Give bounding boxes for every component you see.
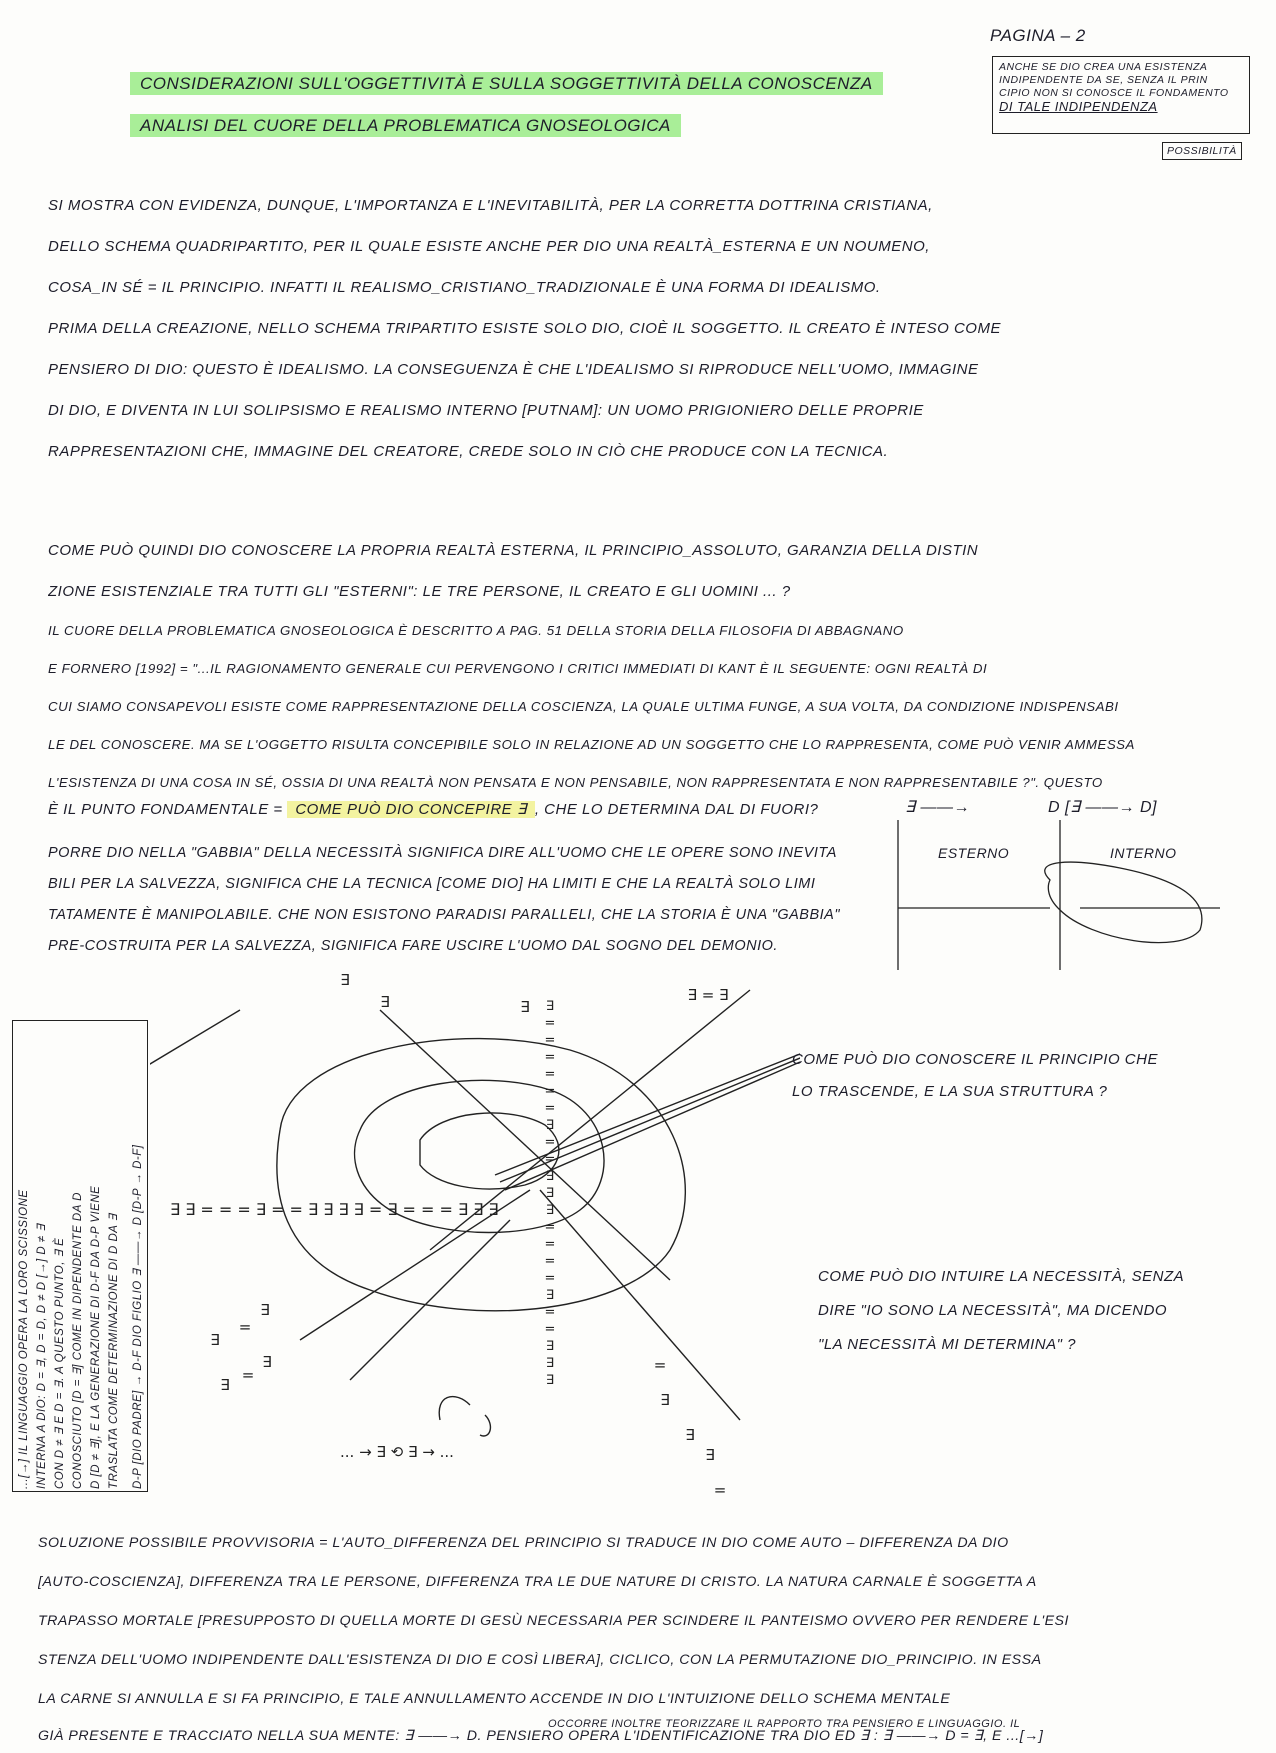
text-line: TATAMENTE È MANIPOLABILE. CHE NON ESISTONO PARADISI PARALLELI, CHE LA STORIA È UNA "GABBIA": [48, 907, 840, 923]
chain-glyph: =: [544, 1067, 556, 1082]
label-internal: INTERNO: [1110, 845, 1177, 861]
text-line: STENZA DELL'UOMO INDIPENDENTE DALL'ESISTENZA DI DIO E COSÌ LIBERA], CICLICO, CON LA PERMUTAZIONE DIO_PRINCIPIO. IN ESSA: [38, 1652, 1042, 1668]
side-note-line: CONOSCIUTO [D = ∃] COME IN DIPENDENTE DA D: [72, 1192, 84, 1489]
bottom-note: OCCORRE INOLTRE TEORIZZARE IL RAPPORTO TRA PENSIERO E LINGUAGGIO. IL: [548, 1718, 1021, 1730]
chain-glyph: =: [544, 1322, 556, 1337]
svg-text:=: =: [713, 1481, 727, 1499]
page-label: PAGINA – 2: [990, 26, 1086, 45]
side-note-line: TRASLATA COME DETERMINAZIONE DI D DA ∃: [108, 1213, 120, 1489]
text-line: PENSIERO DI DIO: QUESTO È IDEALISMO. LA CONSEGUENZA È CHE L'IDEALISMO SI RIPRODUCE NELL'UOMO, IMMAGINE: [48, 361, 979, 378]
chain-glyph: ∃: [545, 1203, 555, 1218]
chain-glyph: =: [544, 1084, 556, 1099]
paragraph-3: [48, 612, 1223, 802]
text-line: SI MOSTRA CON EVIDENZA, DUNQUE, L'IMPORTANZA E L'INEVITABILITÀ, PER LA CORRETTA DOTTRINA CRISTIANA,: [48, 197, 933, 214]
header-note-box: [992, 56, 1250, 134]
svg-text:∃ = ∃: ∃ = ∃: [687, 986, 729, 1004]
chain-glyph: =: [544, 1016, 556, 1031]
svg-text:=: =: [653, 1356, 667, 1374]
text-line: DI DIO, E DIVENTA IN LUI SOLIPSISMO E REALISMO INTERNO [PUTNAM]: UN UOMO PRIGIONIERO DELLE PROPRIE: [48, 402, 924, 419]
loop-label: ... → ∃ ⟲ ∃ → ...: [340, 1443, 454, 1461]
chain-glyph: =: [544, 1135, 556, 1150]
svg-text:=: =: [238, 1318, 252, 1336]
question-line: "LA NECESSITÀ MI DETERMINA" ?: [818, 1336, 1076, 1353]
svg-text:∃: ∃: [660, 1391, 670, 1409]
text-line: E FORNERO [1992] = "...IL RAGIONAMENTO GENERALE CUI PERVENGONO I CRITICI IMMEDIATI DI KANT È IL SEGUENTE: OGNI REALTÀ DI: [48, 661, 988, 676]
question-line: COME PUÒ DIO INTUIRE LA NECESSITÀ, SENZA: [818, 1268, 1185, 1285]
chain-glyph: =: [544, 1152, 556, 1167]
key-question-highlight: COME PUÒ DIO CONCEPIRE ∃: [287, 801, 535, 818]
text-line: LA CARNE SI ANNULLA E SI FA PRINCIPIO, E TALE ANNULLAMENTO ACCENDE IN DIO L'INTUIZIONE DELLO SCHEMA MENTALE: [38, 1691, 951, 1707]
possibility-tag: POSSIBILITÀ: [1162, 142, 1242, 160]
title-line-2: ANALISI DEL CUORE DELLA PROBLEMATICA GNOSEOLOGICA: [130, 116, 681, 136]
paragraph-1: [48, 185, 1223, 472]
text-line: TRAPASSO MORTALE [PRESUPPOSTO DI QUELLA MORTE DI GESÙ NECESSARIA PER SCINDERE IL PANTEISMO OVVERO PER RENDERE L'ESI: [38, 1613, 1069, 1629]
header-note-line: CIPIO NON SI CONOSCE IL FONDAMENTO: [999, 87, 1229, 99]
horizontal-chain: ∃ ∃ = = = ∃ = = ∃ ∃ ∃ ∃ = ∃ = = = ∃ ∃ ∃: [170, 1200, 499, 1219]
chain-glyph: ∃: [545, 1288, 555, 1303]
text-line: RAPPRESENTAZIONI CHE, IMMAGINE DEL CREATORE, CREDE SOLO IN CIÒ CHE PRODUCE CON LA TECNICA.: [48, 443, 889, 460]
key-question-line: È IL PUNTO FONDAMENTALE = COME PUÒ DIO CONCEPIRE ∃ , CHE LO DETERMINA DAL DI FUORI?: [48, 801, 819, 818]
question-line: DIRE "IO SONO LA NECESSITÀ", MA DICENDO: [818, 1302, 1168, 1319]
formula-right: D [∃ ——→ D]: [1048, 799, 1157, 816]
question-line: COME PUÒ DIO CONOSCERE IL PRINCIPIO CHE: [792, 1051, 1158, 1068]
chain-glyph: ∃: [545, 1186, 555, 1201]
svg-text:∃: ∃: [685, 1426, 695, 1444]
text-line: IL CUORE DELLA PROBLEMATICA GNOSEOLOGICA È DESCRITTO A PAG. 51 DELLA STORIA DELLA FILOSOFIA DI ABBAGNANO: [48, 623, 904, 638]
text-line: SOLUZIONE POSSIBILE PROVVISORIA = L'AUTO_DIFFERENZA DEL PRINCIPIO SI TRADUCE IN DIO COME AUTO – DIFFERENZA DA DIO: [38, 1535, 1009, 1551]
svg-text:∃: ∃: [262, 1353, 272, 1371]
header-note-line: DI TALE INDIPENDENZA: [999, 99, 1158, 114]
svg-text:∃: ∃: [340, 971, 350, 989]
question-necessity: [818, 1260, 1238, 1362]
text-line: LE DEL CONOSCERE. MA SE L'OGGETTO RISULTA CONCEPIBILE SOLO IN RELAZIONE AD UN SOGGETTO CHE LO RAPPRESENTA, COME PUÒ VENIR AMMESSA: [48, 737, 1135, 752]
final-line: GIÀ PRESENTE E TRACCIATO NELLA SUA MENTE: ∃ ——→ D. PENSIERO OPERA L'IDENTIFICAZIONE TRA DIO ED ∃ : ∃ ——→ D = ∃, E ...[→]: [38, 1728, 1044, 1744]
chain-glyph: =: [544, 1271, 556, 1286]
title-line-1: CONSIDERAZIONI SULL'OGGETTIVITÀ E SULLA SOGGETTIVITÀ DELLA CONOSCENZA: [130, 74, 883, 94]
paragraph-4: [48, 838, 886, 962]
text-line: CUI SIAMO CONSAPEVOLI ESISTE COME RAPPRESENTAZIONE DELLA COSCIENZA, LA QUALE ULTIMA FUNGE, A SUA VOLTA, DA CONDIZIONE INDISPENSABI: [48, 699, 1119, 714]
side-note-formula: D-P [DIO PADRE] → D-F DIO FIGLIO ∃ ——→ D [D-P → D-F]: [132, 1144, 144, 1489]
svg-text:∃: ∃: [260, 1301, 270, 1319]
svg-text:=: =: [241, 1366, 255, 1384]
text-line: PRIMA DELLA CREAZIONE, NELLO SCHEMA TRIPARTITO ESISTE SOLO DIO, CIOÈ IL SOGGETTO. IL CREATO È INTESO COME: [48, 320, 1001, 337]
chain-glyph: =: [544, 1237, 556, 1252]
chain-glyph: ∃: [545, 1169, 555, 1184]
chain-glyph: =: [544, 1050, 556, 1065]
text-line: PORRE DIO NELLA "GABBIA" DELLA NECESSITÀ SIGNIFICA DIRE ALL'UOMO CHE LE OPERE SONO INEVITA: [48, 845, 837, 861]
chain-glyph: ∃: [545, 1339, 555, 1354]
text-line: [AUTO-COSCIENZA], DIFFERENZA TRA LE PERSONE, DIFFERENZA TRA LE DUE NATURE DI CRISTO. LA NATURA CARNALE È SOGGETTA A: [38, 1574, 1037, 1590]
side-note-line: INTERNA A DIO: D = ∃, D = D, D ≠ D [→] D ≠ ∃: [36, 1223, 48, 1489]
chain-glyph: =: [544, 1101, 556, 1116]
text-line: BILI PER LA SALVEZZA, SIGNIFICA CHE LA TECNICA [COME DIO] HA LIMITI E CHE LA REALTÀ SOLO LIMI: [48, 876, 816, 892]
chain-glyph: =: [544, 1220, 556, 1235]
chain-glyph: ∃: [545, 1373, 555, 1388]
svg-text:∃: ∃: [210, 1331, 220, 1349]
header-note-line: ANCHE SE DIO CREA UNA ESISTENZA: [999, 61, 1208, 73]
chain-glyph: ∃: [545, 999, 555, 1014]
central-diagram: [150, 960, 800, 1500]
label-external: ESTERNO: [938, 845, 1010, 861]
side-note-line: D [D ≠ ∃], E LA GENERAZIONE DI D-F DA D-P VIENE: [90, 1185, 102, 1489]
paragraph-2: [48, 530, 1223, 612]
svg-text:∃: ∃: [380, 993, 390, 1011]
text-line: COSA_IN SÉ = IL PRINCIPIO. INFATTI IL REALISMO_CRISTIANO_TRADIZIONALE È UNA FORMA DI IDEALISMO.: [48, 279, 881, 296]
chain-glyph: ∃: [545, 1118, 555, 1133]
chain-glyph: =: [544, 1305, 556, 1320]
question-principle: [792, 1044, 1182, 1108]
text-line: L'ESISTENZA DI UNA COSA IN SÉ, OSSIA DI UNA REALTÀ NON PENSATA E NON PENSABILE, NON RAPPRESENTATA E NON RAPPRESENTABILE ?". QUESTO: [48, 775, 1103, 790]
text-line: COME PUÒ QUINDI DIO CONOSCERE LA PROPRIA REALTÀ ESTERNA, IL PRINCIPIO_ASSOLUTO, GARANZIA DELLA DISTIN: [48, 542, 979, 559]
question-line: LO TRASCENDE, E LA SUA STRUTTURA ?: [792, 1083, 1108, 1100]
svg-text:∃: ∃: [705, 1446, 715, 1464]
solution-paragraph: [38, 1524, 1248, 1719]
header-note-line: INDIPENDENTE DA SE, SENZA IL PRIN: [999, 74, 1208, 86]
side-note-line: CON D ≠ ∃ E D = ∃. A QUESTO PUNTO, ∃ È: [54, 1237, 66, 1489]
chain-glyph: =: [544, 1254, 556, 1269]
formula-left: ∃ ——→: [905, 799, 971, 816]
side-note-box: [12, 1020, 148, 1492]
text-line: PRE-COSTRUITA PER LA SALVEZZA, SIGNIFICA FARE USCIRE L'UOMO DAL SOGNO DEL DEMONIO.: [48, 938, 778, 954]
side-note-text: [15, 1023, 147, 1489]
svg-text:∃: ∃: [220, 1376, 230, 1394]
chain-glyph: =: [544, 1033, 556, 1048]
side-note-line: ...[→] IL LINGUAGGIO OPERA LA LORO SCISSIONE: [18, 1189, 30, 1489]
svg-text:∃: ∃: [520, 998, 530, 1016]
chain-glyph: ∃: [545, 1356, 555, 1371]
text-line: DELLO SCHEMA QUADRIPARTITO, PER IL QUALE ESISTE ANCHE PER DIO UNA REALTÀ_ESTERNA E UN NOUMENO,: [48, 238, 930, 255]
text-line: ZIONE ESISTENZIALE TRA TUTTI GLI "ESTERNI": LE TRE PERSONE, IL CREATO E GLI UOMINI ... ?: [48, 583, 791, 600]
